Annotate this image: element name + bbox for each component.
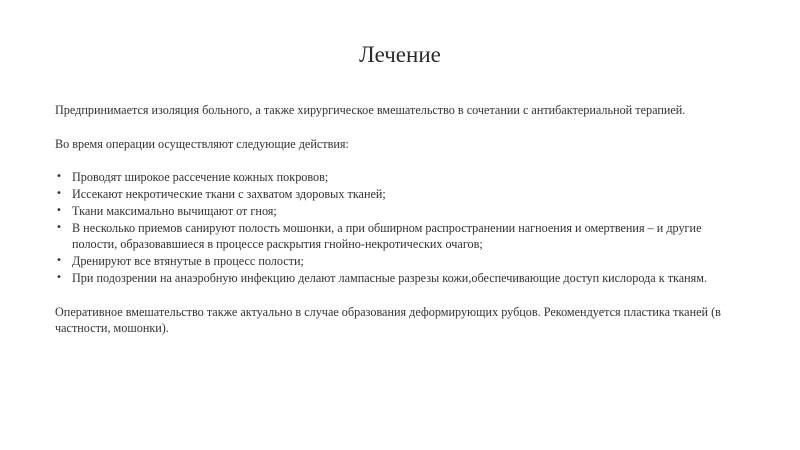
conclusion-paragraph: Оперативное вмешательство также актуально в случае образования деформирующих рубцов. Рекомендуется пластика тканей (в частности, мошонки). bbox=[55, 304, 721, 336]
actions-list bbox=[55, 169, 745, 287]
slide-body bbox=[55, 102, 745, 337]
spacer bbox=[55, 152, 745, 169]
list-item: • В несколько приемов санируют полость мошонки, а при обширном распространении нагноения и омертвения – и другие полости, образовавшиеся в процессе раскрытия гнойно-некротических очагов; bbox=[55, 220, 745, 254]
list-item: • Иссекают некротические ткани с захватом здоровых тканей; bbox=[55, 186, 745, 203]
spacer bbox=[55, 119, 745, 136]
slide-title: Лечение bbox=[359, 42, 441, 67]
list-item: • Ткани максимально вычищают от гноя; bbox=[55, 203, 745, 220]
list-item: • Проводят широкое рассечение кожных покровов; bbox=[55, 169, 745, 186]
actions-heading: Во время операции осуществляют следующие действия: bbox=[55, 136, 349, 151]
intro-paragraph: Предпринимается изоляция больного, а также хирургическое вмешательство в сочетании с антибактериальной терапией. bbox=[55, 103, 686, 117]
list-item: • Дренируют все втянутые в процесс полости; bbox=[55, 253, 745, 270]
list-item: • При подозрении на анаэробную инфекцию делают лампасные разрезы кожи,обеспечивающие доступ кислорода к тканям. bbox=[55, 270, 745, 287]
spacer bbox=[55, 287, 745, 304]
